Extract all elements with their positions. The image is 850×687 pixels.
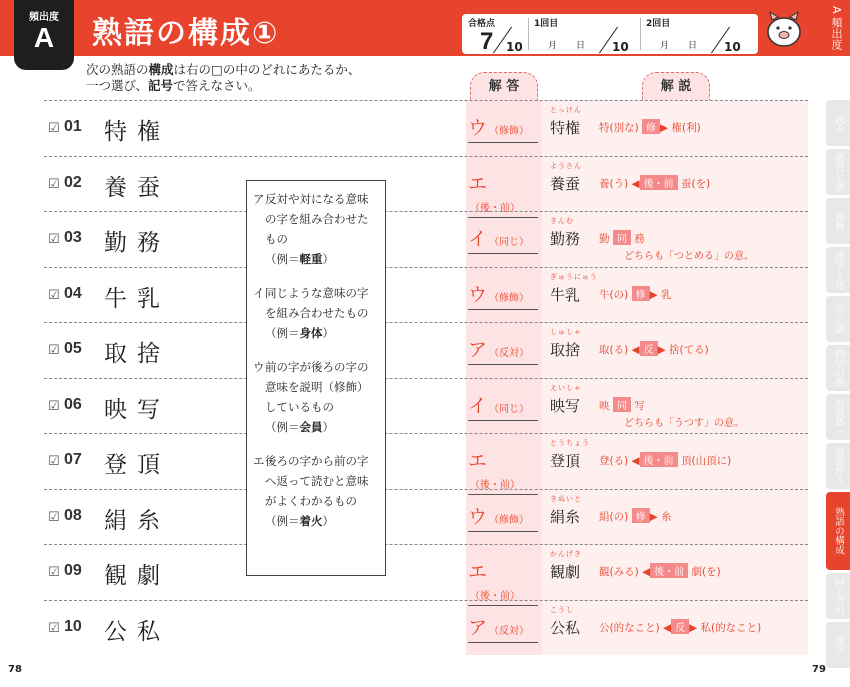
second-char: 私 — [700, 621, 712, 634]
question-row — [44, 156, 808, 212]
checkbox-icon[interactable]: ☑ — [48, 176, 60, 192]
explanation-diagram: 牛(の) 修 ▶ 乳 — [599, 286, 671, 302]
explanation-word: 養蚕 — [550, 174, 581, 193]
reading-ruby: きぬいと — [550, 494, 582, 503]
relation-box: 修 — [632, 286, 650, 301]
pass-score: 7 — [480, 28, 494, 55]
side-tab[interactable]: 熟語作り — [826, 443, 850, 489]
answer-letter: ア — [468, 616, 488, 639]
explanation-diagram: 公(的なこと) ◀ 反 ▶ 私(的なこと) — [599, 619, 761, 635]
question-word: 養蚕 — [104, 174, 170, 201]
explanation-diagram: 特(別な) 修 ▶ 権(利) — [599, 119, 701, 135]
first-char: 牛 — [599, 288, 610, 301]
answer-header: 解 答 — [470, 72, 538, 100]
question-word: 牛乳 — [104, 285, 170, 312]
question-word: 公私 — [104, 618, 170, 645]
side-tab[interactable]: 画数 — [826, 198, 850, 244]
reading-ruby: とっけん — [550, 106, 582, 114]
explanation-word: 勤務 — [550, 230, 581, 248]
option-text: 後ろの字から前の字へ返って読むと意味がよくわかるもの — [265, 454, 369, 508]
checkbox-icon[interactable]: ☑ — [48, 121, 60, 136]
explanation-word: 登頂 — [550, 452, 581, 470]
answer-kind: （同じ） — [489, 403, 530, 415]
explanation-note: どちらも「つとめる」の意。 — [624, 251, 754, 262]
relation-box: 同 — [613, 230, 631, 245]
answer-field[interactable] — [468, 391, 538, 421]
second-reading: (てる) — [679, 344, 709, 356]
option-text: 同じような意味の字を組み合わせたもの — [265, 286, 369, 320]
pass-label: 合格点 — [468, 19, 496, 29]
relation-box: 修 — [642, 119, 660, 134]
side-tab[interactable]: 熟語の構成 — [826, 492, 850, 570]
explanation-word: 絹糸 — [550, 507, 581, 526]
first-char: 取 — [599, 344, 610, 356]
page-title: 熟語の構成① — [92, 16, 280, 51]
answer-field[interactable] — [468, 613, 538, 643]
explanation-word: 映写 — [550, 396, 581, 415]
side-tab[interactable]: 部首と部首名 — [826, 149, 850, 195]
question-number: 06 — [64, 395, 82, 413]
answer-letter: イ — [468, 394, 488, 417]
option-item — [253, 357, 379, 437]
answer-kind: （後・前） — [470, 202, 520, 214]
option-item — [253, 283, 379, 343]
page-number-right: 79 — [812, 664, 826, 675]
question-number: 04 — [64, 284, 82, 302]
answer-field[interactable] — [468, 502, 538, 532]
first-char: 勤 — [599, 233, 610, 245]
question-number: 03 — [64, 229, 82, 246]
relation-box: 後・前 — [640, 452, 678, 467]
question-word: 取捨 — [104, 341, 170, 367]
option-letter: エ — [253, 454, 265, 468]
explanation-diagram: 養(う) ◀ 後・前 蚕(を) — [599, 175, 710, 191]
question-number: 05 — [64, 340, 82, 357]
first-char: 公 — [599, 621, 610, 634]
first-char: 観 — [599, 566, 610, 578]
question-word: 勤務 — [104, 230, 170, 256]
question-row — [44, 544, 808, 600]
answer-field[interactable] — [468, 113, 538, 143]
answer-letter: エ — [468, 450, 488, 472]
explanation-diagram: 登(る) ◀ 後・前 頂(山頂に) — [599, 452, 731, 468]
answer-kind: （反対） — [489, 348, 530, 359]
corner-tab: A 頻出度 — [822, 0, 850, 56]
second-char: 権 — [671, 122, 682, 134]
frequency-badge — [14, 0, 74, 70]
first-reading: (る) — [609, 455, 629, 467]
side-tab[interactable]: 漢字 — [826, 622, 850, 668]
first-char: 特 — [599, 122, 610, 134]
question-row — [44, 267, 808, 323]
answer-letter: ウ — [468, 283, 488, 306]
question-word: 映写 — [104, 396, 170, 423]
question-number: 09 — [64, 562, 82, 579]
first-reading: (の) — [609, 510, 629, 523]
first-char: 絹 — [599, 510, 610, 523]
page-number-left: 78 — [8, 664, 22, 675]
second-char: 糸 — [660, 510, 672, 523]
answer-letter: ウ — [468, 117, 488, 139]
answer-letter: エ — [468, 561, 488, 583]
explanation-note: どちらも「うつす」の意。 — [624, 417, 744, 429]
answer-kind: （修飾） — [489, 514, 530, 526]
explanation-word: 取捨 — [550, 341, 581, 359]
question-row — [44, 100, 808, 156]
options-box — [246, 180, 386, 576]
attempt1-total[interactable]: 10 — [612, 40, 629, 54]
explanation-diagram — [599, 397, 645, 413]
relation-box: 修 — [632, 508, 650, 523]
question-number: 10 — [64, 617, 82, 635]
question-number: 08 — [64, 506, 82, 524]
option-item — [253, 451, 379, 531]
option-example: （例＝着火） — [265, 514, 334, 528]
first-reading: (る) — [609, 344, 629, 356]
question-row — [44, 378, 808, 434]
checkbox-icon[interactable]: ☑ — [48, 509, 60, 525]
reading-ruby: ぎゅうにゅう — [550, 272, 598, 281]
question-word: 絹糸 — [104, 507, 170, 534]
question-word: 観劇 — [104, 563, 170, 589]
explanation-word: 公私 — [550, 618, 581, 637]
second-reading: (的なこと) — [711, 621, 762, 634]
pig-mascot-icon — [764, 6, 804, 50]
option-item — [253, 189, 379, 269]
answer-field[interactable] — [468, 280, 538, 310]
option-example: （例＝身体） — [265, 326, 334, 340]
first-reading: (みる) — [609, 566, 639, 578]
side-tab[interactable]: 漢字と送りがな — [826, 247, 850, 293]
relation-box: 反 — [640, 341, 658, 356]
reading-ruby: とうちょう — [550, 439, 590, 447]
option-text: 前の字が後ろの字の意味を説明（修飾）しているもの — [265, 360, 369, 414]
question-row — [44, 433, 808, 489]
first-char: 映 — [599, 399, 610, 412]
question-word: 登頂 — [104, 452, 170, 478]
side-tab[interactable]: 対義語・類義語 — [826, 394, 850, 440]
answer-letter: エ — [468, 172, 488, 195]
explanation-diagram: 取(る) ◀ 反 ▶ 捨(てる) — [599, 341, 709, 357]
answer-kind: （反対） — [489, 625, 530, 637]
second-char: 劇 — [691, 566, 702, 578]
reading-ruby: ようさん — [550, 161, 582, 170]
question-row — [44, 600, 808, 656]
answer-letter: ウ — [468, 505, 488, 528]
second-char: 務 — [634, 233, 645, 245]
reading-ruby: かんげき — [550, 550, 582, 558]
answer-kind: （修飾） — [489, 126, 530, 137]
question-number: 02 — [64, 173, 82, 191]
divider — [528, 18, 529, 50]
checkbox-icon[interactable]: ☑ — [48, 398, 60, 414]
option-text: 反対や対になる意味の字を組み合わせたもの — [265, 192, 369, 246]
option-letter: イ — [253, 286, 265, 300]
relation-box: 後・前 — [650, 563, 688, 578]
frequency-label: 頻出度 — [29, 12, 59, 23]
explanation-diagram: 絹(の) 修 ▶ 糸 — [599, 508, 671, 524]
second-char: 乳 — [660, 288, 672, 301]
option-example: （例＝軽重） — [265, 252, 334, 266]
attempt2-label: 2回目 — [646, 19, 671, 29]
reading-ruby: しゅしゃ — [550, 328, 582, 336]
side-tab[interactable]: 四字の熟語 — [826, 345, 850, 391]
relation-box: 後・前 — [640, 175, 678, 190]
attempt1-label: 1回目 — [534, 19, 559, 29]
reading-ruby: こうし — [550, 605, 574, 614]
explanation-diagram — [599, 230, 645, 246]
question-number: 01 — [64, 118, 82, 135]
checkbox-icon[interactable]: ☑ — [48, 565, 60, 580]
relation-box: 同 — [613, 397, 631, 412]
side-tab[interactable]: 同じ音の漢字 — [826, 573, 850, 619]
question-row — [44, 322, 808, 378]
checkbox-icon[interactable]: ☑ — [48, 620, 60, 636]
explanation-header: 解 説 — [642, 72, 710, 100]
second-reading: (山頂に) — [691, 455, 732, 467]
explanation-diagram: 観(みる) ◀ 後・前 劇(を) — [599, 563, 721, 579]
pass-total: 10 — [506, 40, 523, 54]
relation-box: 反 — [671, 619, 689, 634]
attempt1-month: 月 — [548, 41, 558, 51]
second-reading: (を) — [701, 566, 721, 578]
second-char: 頂 — [680, 455, 692, 467]
answer-kind: （後・前） — [470, 480, 520, 491]
second-reading: (利) — [681, 122, 701, 134]
first-char: 養 — [599, 177, 610, 190]
instructions: 次の熟語の構成は右の□の中のどれにあたるか、 一つ選び、記号で答えなさい。 — [86, 62, 361, 93]
first-reading: (別な) — [609, 122, 639, 134]
second-char: 捨 — [669, 344, 680, 356]
first-reading: (う) — [609, 177, 629, 190]
second-char: 写 — [634, 399, 645, 412]
side-tab[interactable]: 読み — [826, 100, 850, 146]
explanation-word: 観劇 — [550, 563, 581, 581]
attempt2-total[interactable]: 10 — [724, 40, 741, 54]
reading-ruby: えいしゃ — [550, 383, 582, 392]
question-row — [44, 489, 808, 545]
answer-kind: （同じ） — [489, 237, 530, 248]
second-reading: (を) — [691, 177, 711, 190]
divider — [640, 18, 641, 50]
answer-letter: イ — [468, 228, 488, 250]
option-example: （例＝会員） — [265, 420, 334, 434]
reading-ruby: きんむ — [550, 217, 574, 225]
answer-field[interactable] — [468, 335, 538, 365]
question-row — [44, 211, 808, 267]
explanation-word: 牛乳 — [550, 285, 581, 304]
option-letter: ア — [253, 192, 265, 206]
answer-letter: ア — [468, 339, 488, 361]
checkbox-icon[interactable]: ☑ — [48, 287, 60, 303]
explanation-word: 特権 — [550, 119, 581, 137]
question-number: 07 — [64, 451, 82, 468]
score-box — [462, 14, 758, 54]
frequency-grade: A — [33, 22, 55, 53]
option-letter: ウ — [253, 360, 265, 374]
side-tab[interactable]: 音と訓 — [826, 296, 850, 342]
attempt2-month: 月 — [660, 41, 670, 51]
first-reading: (の) — [609, 288, 629, 301]
checkbox-icon[interactable]: ☑ — [48, 232, 60, 247]
question-word: 特権 — [104, 119, 170, 145]
second-char: 蚕 — [680, 177, 692, 190]
checkbox-icon[interactable]: ☑ — [48, 454, 60, 469]
first-char: 登 — [599, 455, 610, 467]
attempt1-day: 日 — [576, 41, 586, 51]
attempt2-day: 日 — [688, 41, 698, 51]
first-reading: (的なこと) — [609, 621, 660, 634]
answer-kind: （修飾） — [489, 292, 530, 304]
answer-field[interactable] — [468, 224, 538, 254]
answer-kind: （後・前） — [470, 591, 520, 602]
checkbox-icon[interactable]: ☑ — [48, 343, 60, 358]
